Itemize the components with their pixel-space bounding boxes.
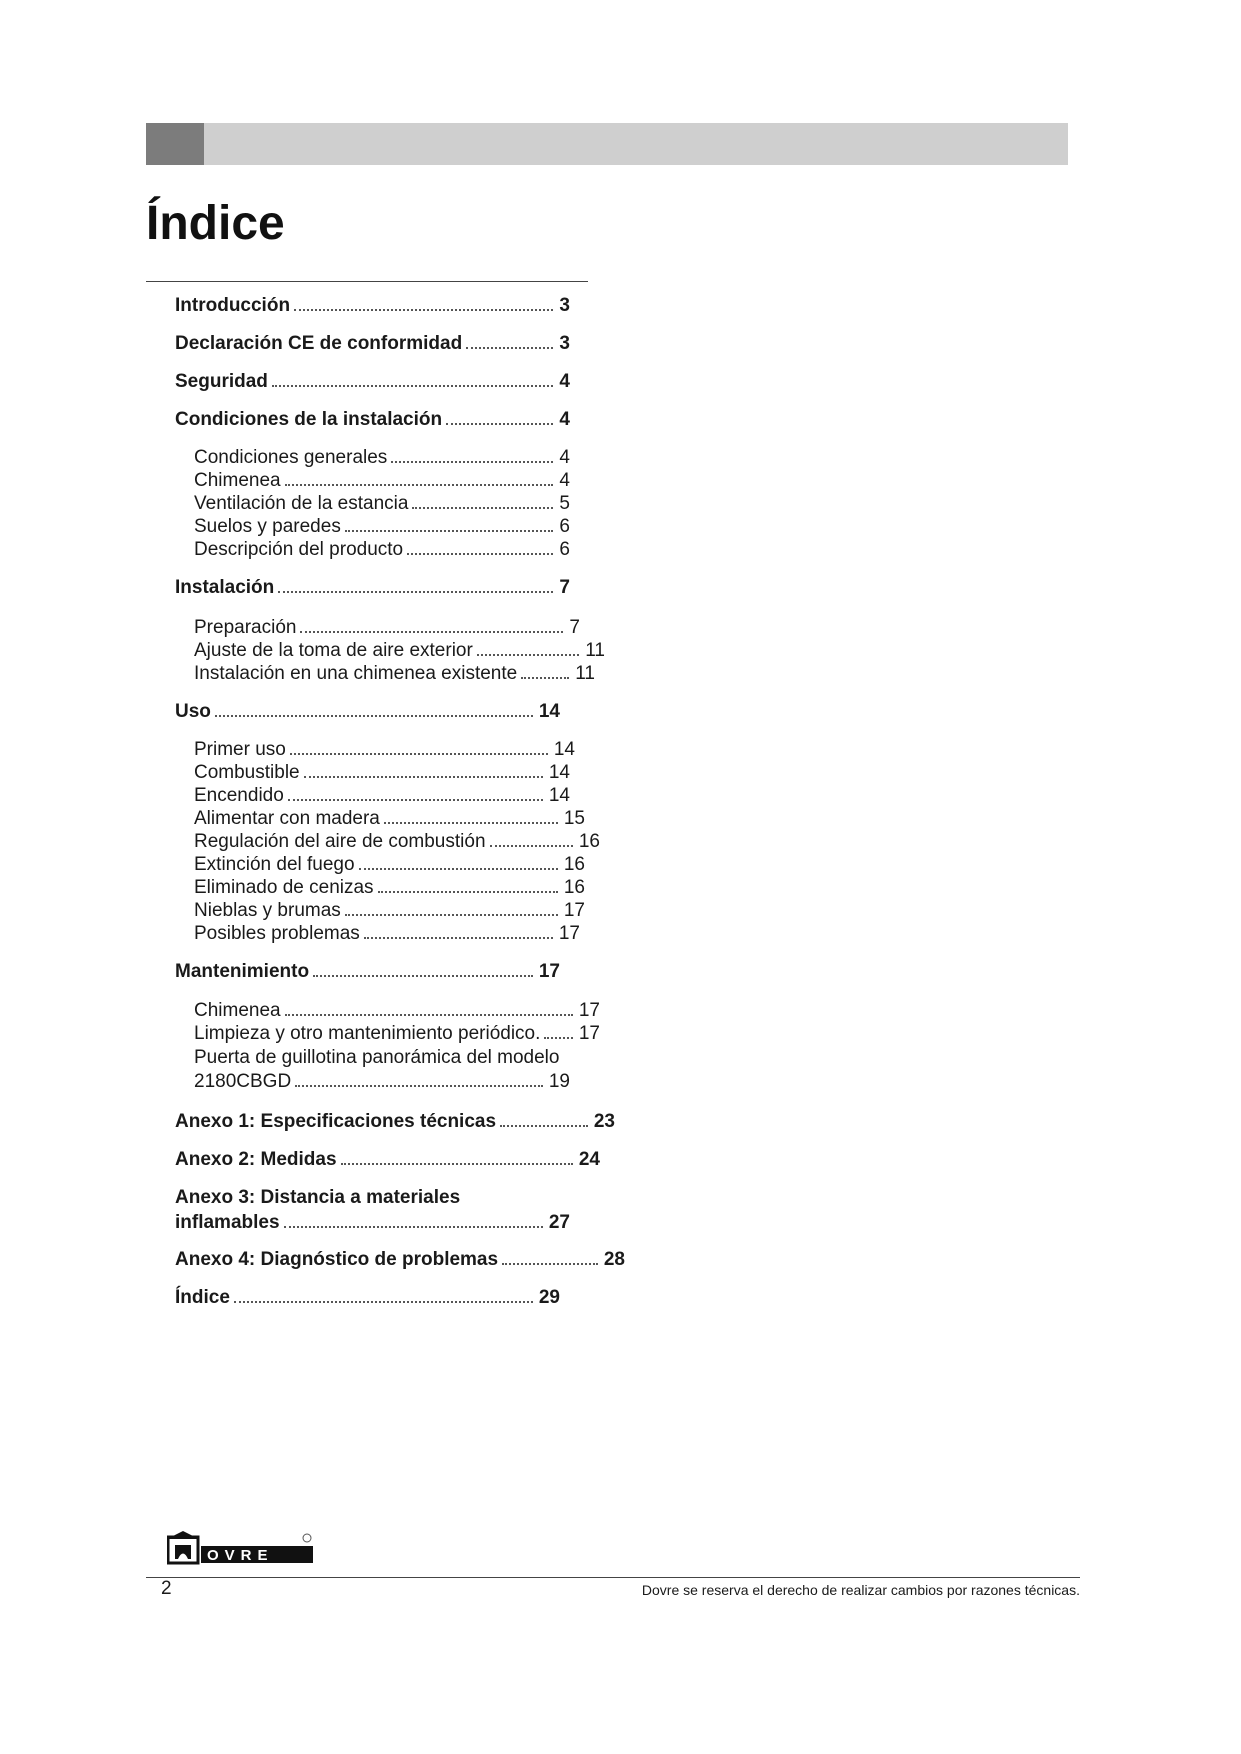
toc-page-number: 4 bbox=[559, 409, 570, 430]
toc-subsection[interactable] bbox=[194, 493, 570, 515]
toc-section[interactable] bbox=[175, 1111, 615, 1133]
header-accent-block bbox=[146, 123, 204, 165]
toc-page-number: 5 bbox=[559, 493, 570, 514]
toc-page-number: 27 bbox=[548, 1212, 570, 1233]
toc-page-number: 14 bbox=[548, 785, 570, 806]
toc-subsection[interactable] bbox=[194, 877, 585, 899]
toc-page-number: 7 bbox=[559, 577, 570, 598]
toc-label: Encendido bbox=[194, 785, 284, 806]
toc-page-number: 23 bbox=[593, 1111, 615, 1132]
dot-leader bbox=[285, 1013, 573, 1016]
toc-subsection[interactable] bbox=[194, 854, 585, 876]
toc-page-number: 6 bbox=[559, 539, 570, 560]
dot-leader bbox=[304, 775, 543, 778]
toc-subsection[interactable] bbox=[194, 663, 595, 685]
toc-label: Chimenea bbox=[194, 1000, 281, 1021]
toc-label: Índice bbox=[175, 1287, 230, 1308]
toc-label: Extinción del fuego bbox=[194, 854, 355, 875]
toc-label: Seguridad bbox=[175, 371, 268, 392]
toc-label: Chimenea bbox=[194, 470, 281, 491]
toc-label: Preparación bbox=[194, 617, 297, 638]
toc-subsection[interactable] bbox=[194, 447, 570, 469]
toc-label: Nieblas y brumas bbox=[194, 900, 341, 921]
toc-page-number: 3 bbox=[559, 333, 570, 354]
toc-page-number: 16 bbox=[578, 831, 600, 852]
dot-leader bbox=[490, 844, 573, 847]
toc-subsection[interactable] bbox=[194, 923, 580, 945]
title-divider bbox=[146, 281, 588, 282]
dot-leader bbox=[234, 1300, 533, 1303]
toc-label: Ajuste de la toma de aire exterior bbox=[194, 640, 473, 661]
toc-label: Eliminado de cenizas bbox=[194, 877, 374, 898]
toc-subsection[interactable] bbox=[194, 470, 570, 492]
dot-leader bbox=[500, 1124, 588, 1127]
toc-subsection[interactable] bbox=[194, 539, 570, 561]
toc-section[interactable] bbox=[175, 1287, 560, 1309]
toc-subsection[interactable] bbox=[194, 1047, 605, 1069]
svg-text:OVRE: OVRE bbox=[207, 1547, 274, 1564]
dot-leader bbox=[359, 867, 558, 870]
toc-page-number: 4 bbox=[559, 470, 570, 491]
toc-page-number: 29 bbox=[538, 1287, 560, 1308]
toc-subsection[interactable] bbox=[194, 1023, 600, 1045]
toc-subsection[interactable] bbox=[194, 900, 585, 922]
dovre-logo bbox=[167, 1531, 317, 1572]
toc-section[interactable] bbox=[175, 961, 560, 983]
dot-leader bbox=[345, 529, 554, 532]
dot-leader bbox=[364, 936, 553, 939]
toc-label: Regulación del aire de combustión bbox=[194, 831, 486, 852]
toc-label: Instalación en una chimenea existente bbox=[194, 663, 518, 684]
dot-leader bbox=[407, 552, 553, 555]
toc-label: Condiciones generales bbox=[194, 447, 388, 468]
toc-page-number: 14 bbox=[553, 739, 575, 760]
dot-leader bbox=[477, 653, 579, 656]
dot-leader bbox=[300, 630, 563, 633]
toc-page-number: 11 bbox=[585, 640, 605, 661]
dot-leader bbox=[341, 1162, 573, 1165]
toc-subsection[interactable] bbox=[194, 785, 570, 807]
toc-subsection[interactable] bbox=[194, 1000, 600, 1022]
dot-leader bbox=[544, 1036, 572, 1039]
toc-section[interactable] bbox=[175, 1149, 600, 1171]
dot-leader bbox=[215, 714, 533, 717]
dot-leader bbox=[391, 460, 553, 463]
toc-label: Alimentar con madera bbox=[194, 808, 380, 829]
footer-note: Dovre se reserva el derecho de realizar cambios por razones técnicas. bbox=[641, 1582, 1080, 1598]
toc-section[interactable] bbox=[175, 701, 560, 723]
toc-label: Introducción bbox=[175, 295, 291, 316]
toc-label: Mantenimiento bbox=[175, 961, 310, 982]
toc-page-number: 17 bbox=[563, 900, 585, 921]
dot-leader bbox=[295, 1084, 543, 1087]
dot-leader bbox=[284, 1225, 543, 1228]
toc-section[interactable] bbox=[175, 333, 570, 355]
toc-label: inflamables bbox=[175, 1212, 280, 1233]
toc-label: Combustible bbox=[194, 762, 300, 783]
toc-subsection[interactable] bbox=[194, 640, 605, 662]
toc-label: Descripción del producto bbox=[194, 539, 404, 560]
toc-page-number: 24 bbox=[578, 1149, 600, 1170]
toc-section[interactable] bbox=[175, 1187, 605, 1209]
dot-leader bbox=[278, 590, 553, 593]
dot-leader bbox=[345, 913, 558, 916]
toc-page-number: 6 bbox=[559, 516, 570, 537]
dot-leader bbox=[412, 506, 553, 509]
toc-page-number: 28 bbox=[603, 1249, 625, 1270]
toc-section[interactable] bbox=[175, 1249, 625, 1271]
toc-label: Anexo 2: Medidas bbox=[175, 1149, 337, 1170]
toc-subsection[interactable] bbox=[194, 516, 570, 538]
toc-label: Anexo 1: Especificaciones técnicas bbox=[175, 1111, 497, 1132]
toc-subsection[interactable] bbox=[194, 739, 575, 761]
toc-label: Instalación bbox=[175, 577, 275, 598]
toc-section[interactable] bbox=[175, 295, 570, 317]
toc-label: 2180CBGD bbox=[194, 1071, 292, 1092]
toc-page-number: 4 bbox=[559, 447, 570, 468]
toc-subsection[interactable] bbox=[194, 617, 580, 639]
toc-label: Uso bbox=[175, 701, 211, 722]
page-number: 2 bbox=[161, 1578, 172, 1599]
toc-page-number: 14 bbox=[548, 762, 570, 783]
dot-leader bbox=[285, 483, 554, 486]
toc-section[interactable] bbox=[175, 577, 570, 599]
toc-subsection[interactable] bbox=[194, 1071, 570, 1093]
toc-page-number: 16 bbox=[563, 854, 585, 875]
toc-label: Anexo 4: Diagnóstico de problemas bbox=[175, 1249, 499, 1270]
dot-leader bbox=[521, 676, 569, 679]
dot-leader bbox=[466, 346, 553, 349]
toc-section[interactable] bbox=[175, 409, 570, 431]
dot-leader bbox=[294, 308, 553, 311]
toc-page-number: 17 bbox=[558, 923, 580, 944]
toc-label: Limpieza y otro mantenimiento periódico. bbox=[194, 1023, 541, 1044]
toc-page-number: 17 bbox=[578, 1000, 600, 1021]
page-title: Índice bbox=[146, 197, 285, 250]
toc-label: Declaración CE de conformidad bbox=[175, 333, 463, 354]
dot-leader bbox=[313, 974, 533, 977]
toc-page-number: 17 bbox=[538, 961, 560, 982]
toc-subsection[interactable] bbox=[194, 762, 570, 784]
dot-leader bbox=[378, 890, 558, 893]
toc-page-number: 7 bbox=[569, 617, 580, 638]
toc-page-number: 14 bbox=[538, 701, 560, 722]
dot-leader bbox=[446, 422, 553, 425]
header-bar bbox=[146, 123, 1068, 165]
toc-page-number: 4 bbox=[559, 371, 570, 392]
toc-label: Puerta de guillotina panorámica del modelo bbox=[194, 1047, 560, 1068]
dot-leader bbox=[290, 752, 548, 755]
toc-label: Anexo 3: Distancia a materiales bbox=[175, 1187, 461, 1208]
toc-label: Condiciones de la instalación bbox=[175, 409, 443, 430]
toc-label: Posibles problemas bbox=[194, 923, 360, 944]
dot-leader bbox=[272, 384, 554, 387]
toc-page-number: 15 bbox=[563, 808, 585, 829]
dot-leader bbox=[384, 821, 558, 824]
toc-page-number: 3 bbox=[559, 295, 570, 316]
toc-subsection[interactable] bbox=[194, 831, 600, 853]
toc-label: Primer uso bbox=[194, 739, 286, 760]
footer-divider bbox=[146, 1577, 1080, 1578]
toc-label: Suelos y paredes bbox=[194, 516, 341, 537]
toc-page-number: 17 bbox=[578, 1023, 600, 1044]
toc-label: Ventilación de la estancia bbox=[194, 493, 409, 514]
toc-page-number: 16 bbox=[563, 877, 585, 898]
toc-page-number: 19 bbox=[548, 1071, 570, 1092]
dot-leader bbox=[288, 798, 543, 801]
toc-section[interactable] bbox=[175, 1212, 570, 1234]
toc-section[interactable] bbox=[175, 371, 570, 393]
toc-page-number: 11 bbox=[575, 663, 595, 684]
toc-subsection[interactable] bbox=[194, 808, 585, 830]
dot-leader bbox=[502, 1262, 598, 1265]
